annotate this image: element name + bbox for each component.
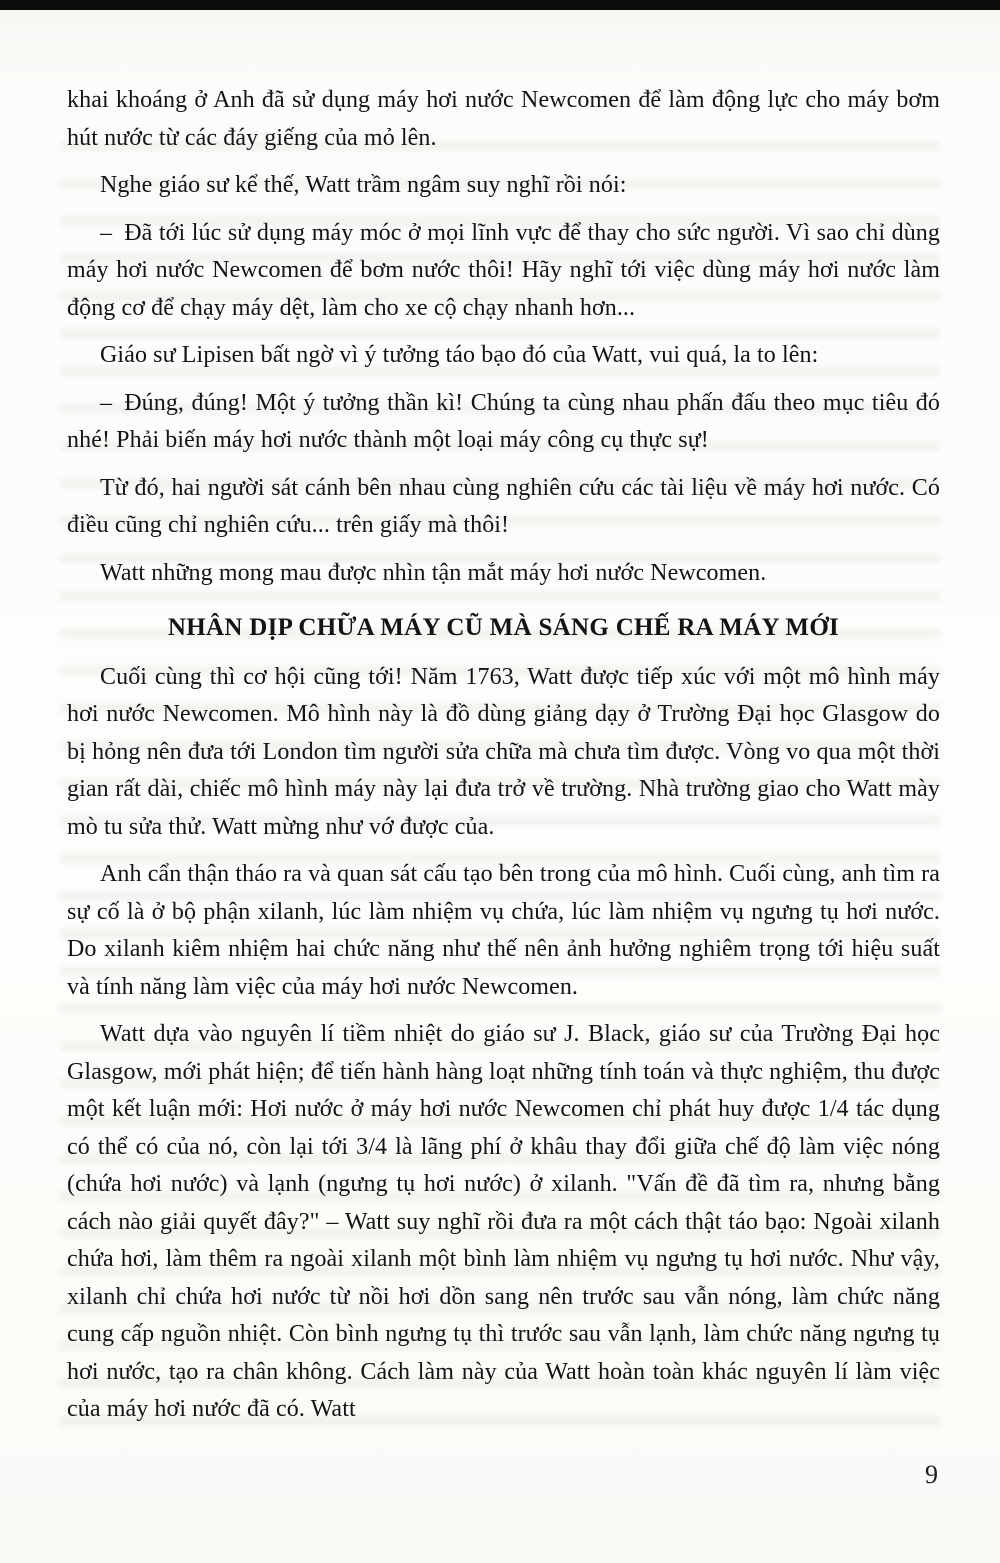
- paragraph-dialogue: – Đúng, đúng! Một ý tưởng thần kì! Chúng ta cùng nhau phấn đấu theo mục tiêu đó nhé! Phải biến máy hơi nước thành một loại máy công cụ thực sự!: [67, 389, 940, 453]
- paragraph: Nghe giáo sư kể thế, Watt trầm ngâm suy nghĩ rồi nói:: [100, 172, 627, 198]
- page-number: 9: [925, 1460, 938, 1489]
- scan-edge-artifact: [0, 0, 1000, 10]
- paragraph: khai khoáng ở Anh đã sử dụng máy hơi nước Newcomen để làm động lực cho máy bơm hút nước từ các đáy giếng của mỏ lên.: [67, 87, 940, 151]
- paragraph: Từ đó, hai người sát cánh bên nhau cùng nghiên cứu các tài liệu về máy hơi nước. Có điều cũng chỉ nghiên cứu... trên giấy mà thôi!: [67, 474, 940, 538]
- page-text: [67, 82, 940, 1439]
- section-heading: NHÂN DỊP CHỮA MÁY CŨ MÀ SÁNG CHẾ RA MÁY MỚI: [167, 614, 840, 641]
- paragraph: Watt dựa vào nguyên lí tiềm nhiệt do giáo sư J. Black, giáo sư của Trường Đại học Glasgow, mới phát hiện; để tiến hành hàng loạt những tính toán và thực nghiệm, thu được một kết luận mới: Hơi nước ở máy hơi nước Newcomen chỉ phát huy được 1/4 tác dụng có thể có của nó, còn lại tới 3/4 là lãng phí ở khâu thay đổi giữa chế độ làm việc nóng (chứa hơi nước) và lạnh (ngưng tụ hơi nước) ở xilanh. "Vấn đề đã tìm ra, nhưng bằng cách nào giải quyết đây?" – Watt suy nghĩ rồi đưa ra một cách thật táo bạo: Ngoài xilanh chứa hơi, làm thêm ra ngoài xilanh một bình làm nhiệm vụ ngưng tụ hơi nước. Như vậy, xilanh chỉ chứa hơi nước từ nồi hơi dồn sang nên trước sau vẫn nóng, làm chức năng cung cấp nguồn nhiệt. Còn bình ngưng tụ thì trước sau vẫn lạnh, làm chức năng ngưng tụ hơi nước, tạo ra chân không. Cách làm này của Watt hoàn toàn khác nguyên lí làm việc của máy hơi nước đã có. Watt: [67, 1021, 940, 1422]
- paragraph: Giáo sư Lipisen bất ngờ vì ý tưởng táo bạo đó của Watt, vui quá, la to lên:: [100, 342, 819, 368]
- paragraph-dialogue: – Đã tới lúc sử dụng máy móc ở mọi lĩnh vực để thay cho sức người. Vì sao chỉ dùng máy hơi nước Newcomen để bơm nước thôi! Hãy nghĩ tới việc dùng máy hơi nước làm động cơ để chạy máy dệt, làm cho xe cộ chạy nhanh hơn...: [67, 219, 940, 321]
- paragraph: Watt những mong mau được nhìn tận mắt máy hơi nước Newcomen.: [100, 559, 767, 586]
- paragraph: Anh cẩn thận tháo ra và quan sát cấu tạo bên trong của mô hình. Cuối cùng, anh tìm ra sự cố là ở bộ phận xilanh, lúc làm nhiệm vụ chứa, lúc làm nhiệm vụ ngưng tụ hơi nước. Do xilanh kiêm nhiệm hai chức năng như thế nên ảnh hưởng nghiêm trọng tới hiệu suất và tính năng làm việc của máy hơi nước Newcomen.: [67, 861, 940, 1000]
- paragraph: Cuối cùng thì cơ hội cũng tới! Năm 1763, Watt được tiếp xúc với một mô hình máy hơi nước Newcomen. Mô hình này là đồ dùng giảng dạy ở Trường Đại học Glasgow do bị hỏng nên đưa tới London tìm người sửa chữa mà chưa tìm được. Vòng vo qua một thời gian rất dài, chiếc mô hình máy này lại đưa trở về trường. Nhà trường giao cho Watt mày mò tu sửa thử. Watt mừng như vớ được của.: [67, 663, 940, 840]
